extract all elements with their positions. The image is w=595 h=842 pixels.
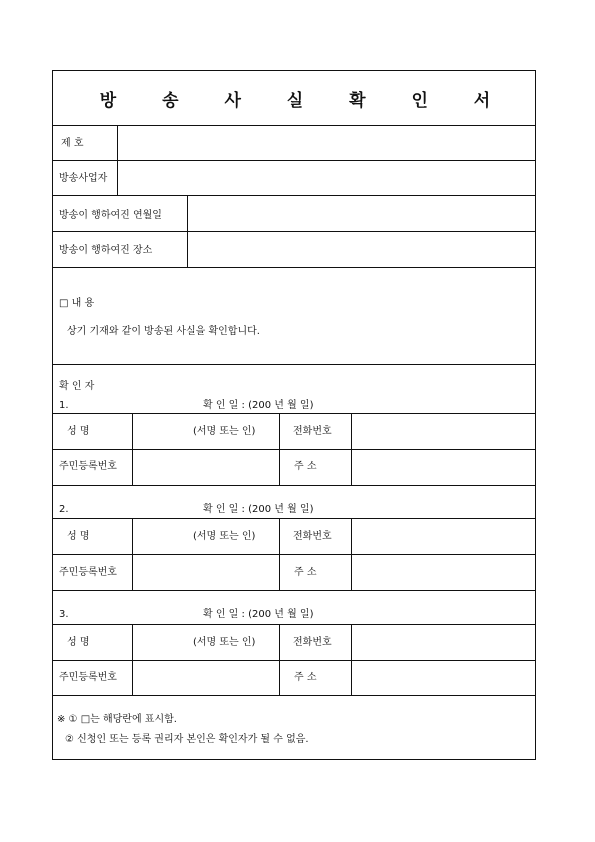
rrn-field[interactable] xyxy=(133,450,278,485)
form-frame xyxy=(52,70,536,760)
content-body: 상기 기재와 같이 방송된 사실을 확인합니다. xyxy=(67,326,260,337)
note-2: ② 신청인 또는 등록 권리자 본인은 확인자가 될 수 없음. xyxy=(65,734,309,745)
address-label: 주 소 xyxy=(294,461,317,472)
number-field[interactable] xyxy=(118,126,535,160)
address-field[interactable] xyxy=(352,555,535,590)
confirmers-heading: 확 인 자 xyxy=(59,381,95,392)
confirmer-number: 3. xyxy=(59,609,69,620)
sign-note: (서명 또는 인) xyxy=(193,531,256,542)
address-field[interactable] xyxy=(352,661,535,695)
name-label: 성 명 xyxy=(67,531,90,542)
broadcaster-label: 방송사업자 xyxy=(59,173,108,184)
rrn-field[interactable] xyxy=(133,661,278,695)
confirm-date: 확 인 일 : (200 년 월 일) xyxy=(203,609,314,620)
address-label: 주 소 xyxy=(294,672,317,683)
document-title: 방 송 사 실 확 인 서 xyxy=(99,91,511,111)
content-heading: □ 내 용 xyxy=(59,298,95,309)
confirmer-number: 2. xyxy=(59,504,69,515)
phone-label: 전화번호 xyxy=(293,426,332,437)
broadcast-date-field[interactable] xyxy=(188,196,535,231)
rrn-label: 주민등록번호 xyxy=(59,567,117,578)
rrn-label: 주민등록번호 xyxy=(59,461,117,472)
number-label: 제 호 xyxy=(61,138,84,149)
broadcast-place-field[interactable] xyxy=(188,232,535,267)
name-label: 성 명 xyxy=(67,637,90,648)
rrn-label: 주민등록번호 xyxy=(59,672,117,683)
phone-label: 전화번호 xyxy=(293,637,332,648)
phone-field[interactable] xyxy=(352,519,535,554)
sign-note: (서명 또는 인) xyxy=(193,637,256,648)
phone-label: 전화번호 xyxy=(293,531,332,542)
confirmer-number: 1. xyxy=(59,400,69,411)
address-label: 주 소 xyxy=(294,567,317,578)
phone-field[interactable] xyxy=(352,625,535,660)
broadcast-place-label: 방송이 행하여진 장소 xyxy=(59,245,153,256)
rrn-field[interactable] xyxy=(133,555,278,590)
confirm-date: 확 인 일 : (200 년 월 일) xyxy=(203,400,314,411)
broadcaster-field[interactable] xyxy=(118,161,535,195)
address-field[interactable] xyxy=(352,450,535,485)
broadcast-date-label: 방송이 행하여진 연월일 xyxy=(59,210,162,221)
phone-field[interactable] xyxy=(352,414,535,449)
note-1: ※ ① □는 해당란에 표시함. xyxy=(57,714,177,725)
confirm-date: 확 인 일 : (200 년 월 일) xyxy=(203,504,314,515)
sign-note: (서명 또는 인) xyxy=(193,426,256,437)
name-label: 성 명 xyxy=(67,426,90,437)
